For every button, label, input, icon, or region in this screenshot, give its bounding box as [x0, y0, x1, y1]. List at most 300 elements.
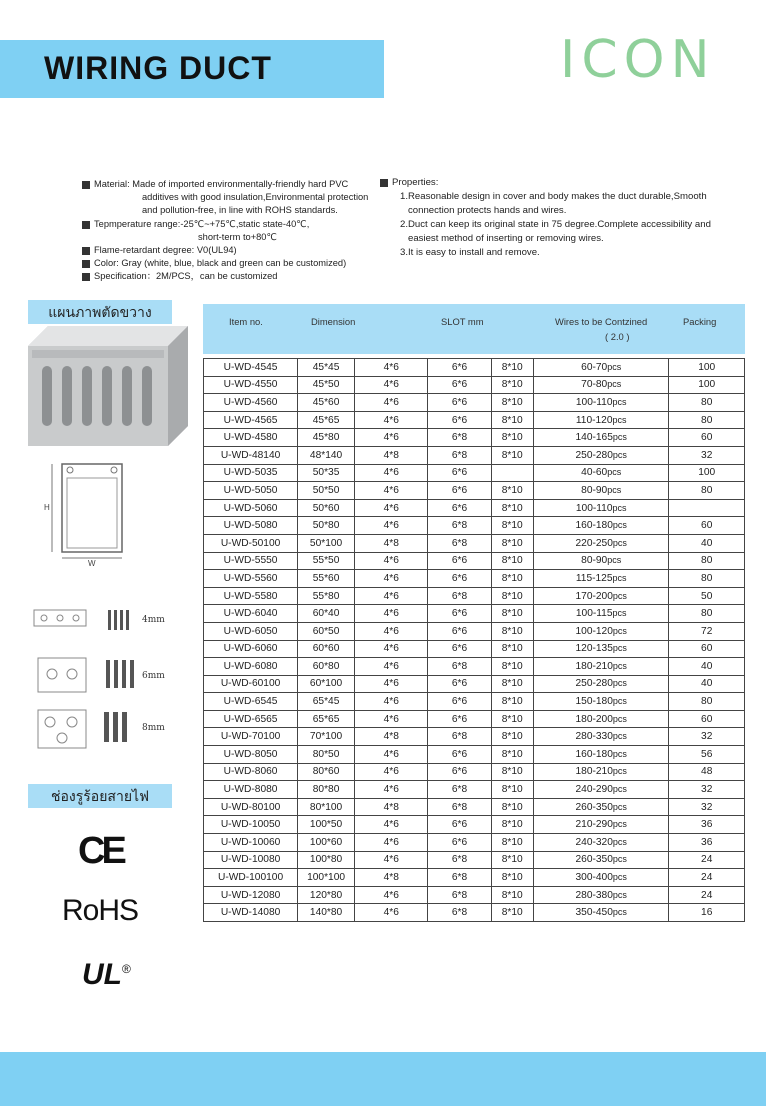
material-line2: additives with good insulation,Environmental protection	[142, 192, 369, 203]
height-dim-label: H	[44, 503, 50, 512]
cell-dimension: 80*100	[298, 798, 355, 816]
cell-dimension: 50*60	[298, 499, 355, 517]
cell-slot-medium: 6*8	[428, 851, 491, 869]
cell-slot-small: 4*6	[355, 763, 428, 781]
temp-line2: short-term to+80℃	[198, 231, 277, 242]
wires-range: 300-400	[575, 872, 613, 884]
cell-slot-medium: 6*8	[428, 658, 491, 676]
wires-unit: pcs	[607, 484, 622, 495]
cell-dimension: 50*50	[298, 482, 355, 500]
cell-slot-large: 8*10	[491, 482, 533, 500]
cell-slot-small: 4*6	[355, 834, 428, 852]
cell-slot-large: 8*10	[491, 376, 533, 394]
wires-range: 60-70	[581, 361, 608, 373]
cell-item: U-WD-10050	[204, 816, 298, 834]
cell-slot-small: 4*6	[355, 710, 428, 728]
wires-range: 100-115	[575, 608, 613, 620]
wires-range: 260-350	[575, 801, 613, 813]
cell-dimension: 60*100	[298, 675, 355, 693]
cell-slot-large: 8*10	[491, 710, 533, 728]
cell-wires	[533, 552, 669, 570]
cell-slot-medium: 6*6	[428, 640, 491, 658]
table-row	[204, 816, 745, 834]
wires-range: 250-280	[575, 678, 613, 690]
wire-hole-label: ช่องรูร้อยสายไฟ	[28, 784, 172, 808]
cell-item: U-WD-6050	[204, 622, 298, 640]
table-row	[204, 851, 745, 869]
table-row	[204, 640, 745, 658]
cell-wires	[533, 394, 669, 412]
property-2: 2.Duct can keep its original state in 75 degree.Complete accessibility and easiest method of inserting or removing wires.	[400, 219, 711, 244]
cell-dimension: 65*65	[298, 710, 355, 728]
table-row	[204, 499, 745, 517]
cell-packing: 40	[669, 658, 745, 676]
table-row	[204, 763, 745, 781]
cell-packing: 60	[669, 429, 745, 447]
cell-slot-small: 4*6	[355, 517, 428, 535]
spec-temperature	[82, 218, 382, 244]
table-row	[204, 587, 745, 605]
cell-item: U-WD-4580	[204, 429, 298, 447]
wires-unit: pcs	[612, 643, 627, 654]
wires-range: 110-120	[575, 414, 613, 426]
cell-packing: 32	[669, 728, 745, 746]
wires-range: 220-250	[575, 537, 613, 549]
cross-section-label: แผนภาพตัดขวาง	[28, 300, 172, 324]
cell-dimension: 45*50	[298, 376, 355, 394]
cell-slot-medium: 6*8	[428, 446, 491, 464]
product-table	[203, 304, 745, 922]
specification-text: 2M/PCS，can be customized	[156, 271, 278, 282]
cell-item: U-WD-5050	[204, 482, 298, 500]
wires-range: 160-180	[575, 748, 613, 760]
flame-label: Flame-retardant degree:	[94, 245, 195, 256]
cell-slot-large: 8*10	[491, 640, 533, 658]
wires-unit: pcs	[612, 449, 627, 460]
cell-slot-small: 4*6	[355, 675, 428, 693]
cell-wires	[533, 851, 669, 869]
wires-unit: pcs	[612, 608, 627, 619]
cell-slot-small: 4*6	[355, 482, 428, 500]
table-row	[204, 376, 745, 394]
cell-slot-medium: 6*6	[428, 552, 491, 570]
cell-wires	[533, 693, 669, 711]
spec-material	[82, 178, 382, 218]
cell-wires	[533, 605, 669, 623]
cell-slot-large: 8*10	[491, 834, 533, 852]
cell-wires	[533, 359, 669, 377]
cell-wires	[533, 587, 669, 605]
cell-slot-large: 8*10	[491, 746, 533, 764]
cell-wires	[533, 517, 669, 535]
cell-slot-small: 4*6	[355, 499, 428, 517]
table-row	[204, 728, 745, 746]
wires-range: 180-210	[575, 660, 613, 672]
cell-item: U-WD-6040	[204, 605, 298, 623]
cell-item: U-WD-5035	[204, 464, 298, 482]
cell-packing: 100	[669, 359, 745, 377]
ce-mark: CE	[78, 830, 123, 872]
cell-item: U-WD-4550	[204, 376, 298, 394]
wires-range: 180-210	[575, 766, 613, 778]
cell-slot-medium: 6*6	[428, 746, 491, 764]
wires-range: 350-450	[575, 907, 613, 919]
temp-text: -25℃~+75℃,static state-40℃,	[180, 218, 310, 229]
cell-wires	[533, 728, 669, 746]
wires-unit: pcs	[612, 696, 627, 707]
table-row	[204, 834, 745, 852]
cell-wires	[533, 781, 669, 799]
cell-slot-large: 8*10	[491, 781, 533, 799]
cell-item: U-WD-5550	[204, 552, 298, 570]
slot-4mm-label: 4mm	[142, 615, 165, 625]
cell-wires	[533, 640, 669, 658]
cell-slot-large: 8*10	[491, 446, 533, 464]
temp-label: Tepmperature range:	[94, 218, 181, 229]
table-row	[204, 886, 745, 904]
cell-packing: 36	[669, 816, 745, 834]
cell-slot-medium: 6*6	[428, 622, 491, 640]
title-banner	[0, 40, 384, 98]
logo-text: ICON	[560, 30, 716, 90]
cell-item: U-WD-5580	[204, 587, 298, 605]
wires-range: 100-110	[575, 396, 613, 408]
cell-dimension: 55*50	[298, 552, 355, 570]
cell-slot-medium: 6*8	[428, 517, 491, 535]
table-row	[204, 534, 745, 552]
wires-unit: pcs	[612, 784, 627, 795]
wires-unit: pcs	[612, 502, 627, 513]
slot-6mm-label: 6mm	[142, 671, 165, 681]
cell-item: U-WD-6545	[204, 693, 298, 711]
cell-item: U-WD-5560	[204, 570, 298, 588]
cell-dimension: 70*100	[298, 728, 355, 746]
cell-slot-small: 4*8	[355, 869, 428, 887]
wires-range: 80-90	[581, 555, 608, 567]
wires-unit: pcs	[607, 379, 622, 390]
wires-unit: pcs	[612, 414, 627, 425]
slot-6mm-drawing	[28, 652, 188, 700]
cell-slot-small: 4*6	[355, 359, 428, 377]
cell-packing: 80	[669, 394, 745, 412]
cell-slot-medium: 6*8	[428, 798, 491, 816]
cell-wires	[533, 482, 669, 500]
table-row	[204, 429, 745, 447]
cell-slot-large: 8*10	[491, 534, 533, 552]
cell-slot-medium: 6*8	[428, 534, 491, 552]
cell-item: U-WD-70100	[204, 728, 298, 746]
cell-wires	[533, 834, 669, 852]
wires-unit: pcs	[612, 907, 627, 918]
wires-unit: pcs	[612, 889, 627, 900]
cell-slot-medium: 6*6	[428, 394, 491, 412]
cell-slot-medium: 6*8	[428, 781, 491, 799]
cell-slot-large: 8*10	[491, 869, 533, 887]
wires-range: 210-290	[575, 819, 613, 831]
cell-packing: 60	[669, 710, 745, 728]
wires-unit: pcs	[612, 572, 627, 583]
cell-slot-small: 4*6	[355, 394, 428, 412]
cell-packing: 48	[669, 763, 745, 781]
cell-slot-large: 8*10	[491, 605, 533, 623]
cell-dimension: 45*80	[298, 429, 355, 447]
table-row	[204, 464, 745, 482]
wires-range: 180-200	[575, 713, 613, 725]
wires-range: 280-380	[575, 889, 613, 901]
cell-item: U-WD-10080	[204, 851, 298, 869]
spec-specification	[82, 270, 382, 283]
cell-slot-medium: 6*6	[428, 605, 491, 623]
color-label: Color:	[94, 258, 119, 269]
cell-slot-medium: 6*8	[428, 904, 491, 922]
cell-dimension: 55*60	[298, 570, 355, 588]
cell-slot-small: 4*6	[355, 851, 428, 869]
ul-mark	[82, 958, 131, 992]
cell-slot-medium: 6*8	[428, 587, 491, 605]
spec-flame	[82, 244, 382, 257]
cell-dimension: 60*40	[298, 605, 355, 623]
cell-slot-medium: 6*6	[428, 834, 491, 852]
cell-dimension: 120*80	[298, 886, 355, 904]
cell-dimension: 60*80	[298, 658, 355, 676]
duct-photo	[28, 326, 188, 446]
cell-dimension: 140*80	[298, 904, 355, 922]
cell-item: U-WD-8060	[204, 763, 298, 781]
color-text: Gray (white, blue, black and green can be customized)	[121, 258, 347, 269]
cell-slot-small: 4*6	[355, 570, 428, 588]
cell-dimension: 50*80	[298, 517, 355, 535]
wires-range: 260-350	[575, 854, 613, 866]
cell-packing: 56	[669, 746, 745, 764]
cell-wires	[533, 658, 669, 676]
cell-dimension: 100*60	[298, 834, 355, 852]
cell-slot-small: 4*6	[355, 816, 428, 834]
wires-unit: pcs	[612, 537, 627, 548]
cell-slot-small: 4*6	[355, 587, 428, 605]
cell-slot-medium: 6*6	[428, 763, 491, 781]
table-row	[204, 517, 745, 535]
wires-unit: pcs	[607, 555, 622, 566]
cell-packing: 60	[669, 640, 745, 658]
cell-dimension: 60*60	[298, 640, 355, 658]
table-row	[204, 446, 745, 464]
cell-dimension: 48*140	[298, 446, 355, 464]
cell-packing: 100	[669, 464, 745, 482]
cell-item: U-WD-14080	[204, 904, 298, 922]
cell-dimension: 55*80	[298, 587, 355, 605]
rohs-mark: RoHS	[62, 894, 139, 927]
width-dim-label: W	[88, 559, 96, 568]
table-row	[204, 552, 745, 570]
brand-logo	[560, 30, 750, 90]
cell-slot-small: 4*6	[355, 886, 428, 904]
header-wires-sub: ( 2.0 )	[605, 331, 630, 342]
slot-8mm-label: 8mm	[142, 723, 165, 733]
wires-range: 240-290	[575, 784, 613, 796]
cell-slot-small: 4*6	[355, 904, 428, 922]
cell-slot-small: 4*6	[355, 464, 428, 482]
wires-unit: pcs	[612, 872, 627, 883]
cell-dimension: 100*50	[298, 816, 355, 834]
cell-item: U-WD-8050	[204, 746, 298, 764]
cell-item: U-WD-6565	[204, 710, 298, 728]
cell-slot-small: 4*6	[355, 605, 428, 623]
cell-item: U-WD-12080	[204, 886, 298, 904]
cell-slot-large: 8*10	[491, 394, 533, 412]
cell-packing: 60	[669, 517, 745, 535]
cell-slot-medium: 6*6	[428, 499, 491, 517]
cell-packing	[669, 499, 745, 517]
cell-slot-small: 4*6	[355, 552, 428, 570]
cell-dimension: 80*50	[298, 746, 355, 764]
cell-slot-medium: 6*6	[428, 464, 491, 482]
wires-unit: pcs	[612, 731, 627, 742]
cell-slot-medium: 6*6	[428, 675, 491, 693]
cell-slot-large: 8*10	[491, 429, 533, 447]
cell-slot-large: 8*10	[491, 851, 533, 869]
property-1: 1.Reasonable design in cover and body makes the duct durable,Smooth connection protects hands and wires.	[400, 191, 707, 216]
table-row	[204, 710, 745, 728]
cell-slot-large: 8*10	[491, 763, 533, 781]
cell-item: U-WD-10060	[204, 834, 298, 852]
cell-slot-large: 8*10	[491, 359, 533, 377]
cell-dimension: 100*80	[298, 851, 355, 869]
cell-packing: 80	[669, 693, 745, 711]
wires-unit: pcs	[607, 361, 622, 372]
table-row	[204, 904, 745, 922]
cell-slot-small: 4*8	[355, 534, 428, 552]
cell-wires	[533, 570, 669, 588]
wires-range: 160-180	[575, 520, 613, 532]
slot-8mm-drawing	[28, 704, 188, 752]
header-wires: Wires to be Contzined	[555, 316, 648, 327]
wires-range: 280-330	[575, 731, 613, 743]
table-row	[204, 359, 745, 377]
cell-slot-large: 8*10	[491, 904, 533, 922]
wires-range: 100-120	[575, 625, 613, 637]
cell-slot-large: 8*10	[491, 675, 533, 693]
cell-packing: 80	[669, 552, 745, 570]
cell-wires	[533, 710, 669, 728]
cell-slot-large: 8*10	[491, 552, 533, 570]
wires-range: 40-60	[581, 467, 608, 479]
cell-wires	[533, 411, 669, 429]
cell-wires	[533, 798, 669, 816]
product-rows	[203, 358, 745, 922]
cell-item: U-WD-4560	[204, 394, 298, 412]
cell-slot-large: 8*10	[491, 499, 533, 517]
cell-slot-small: 4*8	[355, 728, 428, 746]
cell-packing: 16	[669, 904, 745, 922]
cell-slot-large: 8*10	[491, 816, 533, 834]
cell-slot-small: 4*6	[355, 376, 428, 394]
cell-wires	[533, 446, 669, 464]
cell-slot-small: 4*8	[355, 798, 428, 816]
cell-slot-large: 8*10	[491, 728, 533, 746]
cell-dimension: 60*50	[298, 622, 355, 640]
cell-item: U-WD-5060	[204, 499, 298, 517]
cell-packing: 40	[669, 675, 745, 693]
slot-4mm-drawing	[28, 604, 188, 652]
header-packing: Packing	[683, 316, 717, 327]
cell-dimension: 100*100	[298, 869, 355, 887]
cell-wires	[533, 904, 669, 922]
cell-packing: 50	[669, 587, 745, 605]
wires-range: 100-110	[575, 502, 613, 514]
cell-slot-large: 8*10	[491, 658, 533, 676]
cell-slot-large: 8*10	[491, 570, 533, 588]
cell-slot-medium: 6*8	[428, 869, 491, 887]
wires-unit: pcs	[612, 748, 627, 759]
cell-item: U-WD-4565	[204, 411, 298, 429]
table-row	[204, 746, 745, 764]
cell-packing: 32	[669, 781, 745, 799]
cell-slot-large: 8*10	[491, 411, 533, 429]
page-title: WIRING DUCT	[44, 50, 272, 86]
cell-slot-large: 8*10	[491, 798, 533, 816]
cell-wires	[533, 746, 669, 764]
cell-packing: 80	[669, 482, 745, 500]
cell-slot-large: 8*10	[491, 622, 533, 640]
cell-dimension: 50*100	[298, 534, 355, 552]
cell-slot-medium: 6*8	[428, 429, 491, 447]
cell-slot-large	[491, 464, 533, 482]
cell-item: U-WD-5080	[204, 517, 298, 535]
cell-wires	[533, 622, 669, 640]
cell-slot-small: 4*6	[355, 781, 428, 799]
cell-packing: 24	[669, 886, 745, 904]
cell-slot-small: 4*6	[355, 658, 428, 676]
cell-slot-small: 4*6	[355, 693, 428, 711]
table-row	[204, 394, 745, 412]
wires-range: 150-180	[575, 696, 613, 708]
wires-unit: pcs	[612, 396, 627, 407]
wires-unit: pcs	[612, 660, 627, 671]
wires-unit: pcs	[612, 678, 627, 689]
table-header	[203, 304, 745, 354]
cell-dimension: 45*65	[298, 411, 355, 429]
ul-mark-text: UL	[82, 958, 122, 991]
cell-dimension: 45*60	[298, 394, 355, 412]
wires-range: 170-200	[575, 590, 613, 602]
cell-packing: 80	[669, 605, 745, 623]
registered-mark: ®	[122, 962, 131, 976]
cell-item: U-WD-6080	[204, 658, 298, 676]
cell-packing: 80	[669, 411, 745, 429]
cell-slot-medium: 6*6	[428, 376, 491, 394]
header-slot: SLOT mm	[441, 316, 484, 327]
cell-item: U-WD-48140	[204, 446, 298, 464]
cell-wires	[533, 534, 669, 552]
table-row	[204, 798, 745, 816]
table-row	[204, 781, 745, 799]
cell-wires	[533, 499, 669, 517]
material-text: Made of imported environmentally-friendly hard PVC	[132, 179, 349, 189]
cell-slot-medium: 6*6	[428, 816, 491, 834]
table-row	[204, 869, 745, 887]
cell-packing: 36	[669, 834, 745, 852]
cell-item: U-WD-80100	[204, 798, 298, 816]
specification-label: Specification：	[94, 271, 157, 282]
cell-wires	[533, 376, 669, 394]
table-row	[204, 675, 745, 693]
wires-unit: pcs	[612, 432, 627, 443]
cell-slot-small: 4*8	[355, 446, 428, 464]
wires-range: 80-90	[581, 484, 608, 496]
properties-list	[380, 176, 740, 260]
cell-slot-large: 8*10	[491, 693, 533, 711]
header-item: Item no.	[229, 316, 263, 327]
